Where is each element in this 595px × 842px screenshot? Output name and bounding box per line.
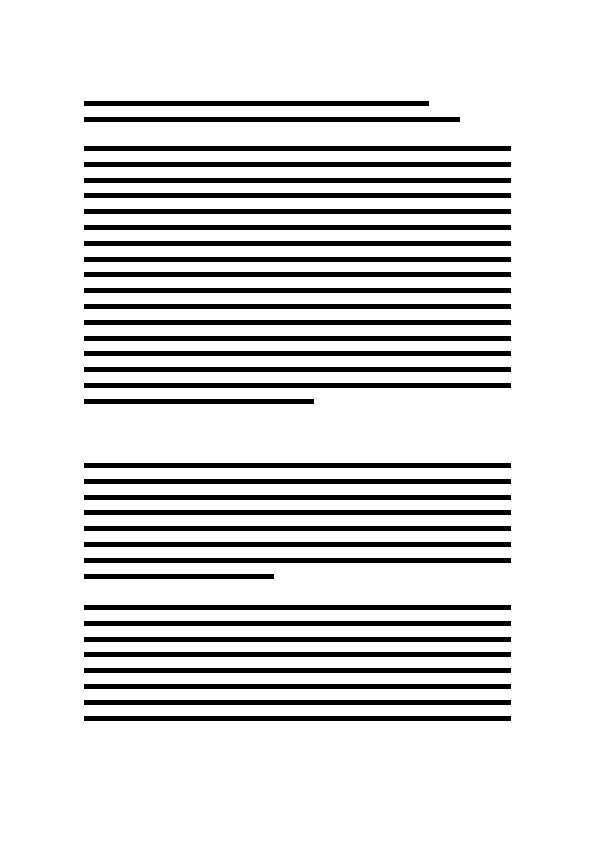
text-line <box>84 351 511 356</box>
text-line <box>84 241 511 246</box>
text-line <box>84 637 511 642</box>
text-line <box>84 257 511 262</box>
text-line <box>84 288 511 293</box>
text-line <box>84 510 511 515</box>
text-line <box>84 716 511 721</box>
text-line <box>84 193 511 198</box>
text-line <box>84 526 511 531</box>
header-line <box>84 117 460 122</box>
text-line <box>84 605 511 610</box>
text-line <box>84 668 511 673</box>
text-line <box>84 336 511 341</box>
text-line <box>84 272 511 277</box>
text-line <box>84 367 511 372</box>
text-line <box>84 320 511 325</box>
text-line <box>84 383 511 388</box>
text-line <box>84 178 511 183</box>
text-line <box>84 652 511 657</box>
text-line <box>84 542 511 547</box>
text-line <box>84 574 274 579</box>
text-line <box>84 463 511 468</box>
text-line <box>84 162 511 167</box>
header-line <box>84 101 429 106</box>
text-line <box>84 700 511 705</box>
text-line <box>84 225 511 230</box>
text-line <box>84 146 511 151</box>
text-line <box>84 304 511 309</box>
text-line <box>84 479 511 484</box>
text-line <box>84 684 511 689</box>
text-line <box>84 558 511 563</box>
text-line <box>84 209 511 214</box>
text-line <box>84 495 511 500</box>
text-line <box>84 621 511 626</box>
text-line <box>84 399 314 404</box>
